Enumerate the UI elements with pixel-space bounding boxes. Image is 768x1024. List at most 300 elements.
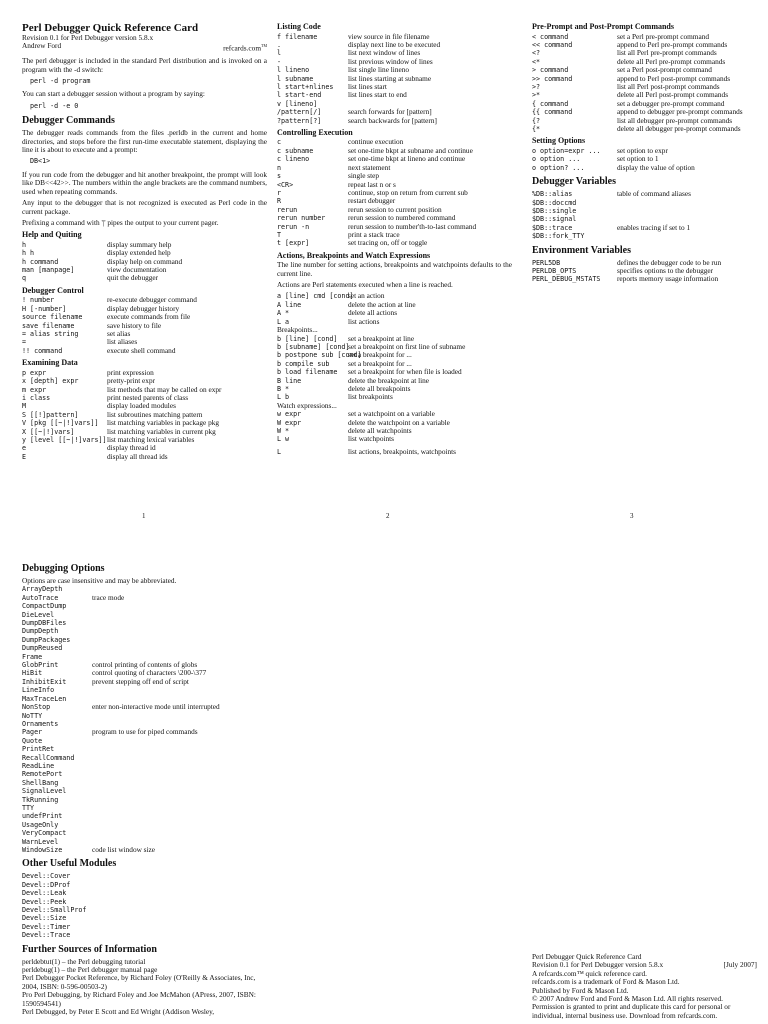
description: list matching lexical variables	[107, 434, 195, 444]
description	[92, 619, 267, 627]
table-row	[277, 155, 512, 163]
description: list all Perl post-prompt commands	[617, 81, 720, 91]
description: set one-time bkpt at subname and continue	[348, 145, 473, 155]
table-row	[22, 274, 267, 282]
command: B line	[277, 376, 302, 385]
description: display thread id	[107, 443, 156, 453]
description: display summary help	[107, 239, 172, 249]
section-title-debugging-options: Debugging Options	[22, 563, 105, 574]
site-logo: refcards.com™	[223, 43, 267, 53]
table-row	[22, 796, 267, 804]
description: control printing of contents of globs	[92, 660, 198, 670]
description: list previous window of lines	[348, 56, 433, 66]
list-item: Perl Debugged, by Peter E Scott and Ed Wright (Addison Wesley,	[22, 1007, 215, 1017]
table-row	[277, 117, 512, 125]
table-row	[532, 190, 757, 198]
watch-label: Watch expressions...	[277, 400, 337, 410]
description: prevent stepping off end of script	[92, 676, 189, 686]
command: l start-end	[277, 91, 322, 100]
description: set a breakpoint for ...	[348, 358, 412, 368]
description: append to Perl post-prompt commands	[617, 73, 731, 83]
table-row	[22, 712, 267, 720]
description: set an action	[348, 291, 385, 301]
table-row	[277, 385, 512, 393]
intro-code: perl -d program	[30, 77, 91, 86]
description: set option to 1	[617, 154, 659, 164]
command: {?	[532, 116, 541, 125]
command: man [manpage]	[22, 266, 75, 275]
list-item: perldebug(1) – the Perl debugger manual page	[22, 965, 158, 975]
description: delete the action at line	[348, 299, 416, 309]
description	[92, 712, 267, 720]
table-row	[22, 619, 267, 627]
table-row	[22, 703, 267, 711]
description	[92, 754, 267, 762]
table-row	[22, 846, 267, 854]
description: set a breakpoint for when file is loaded	[348, 367, 462, 377]
description: repeat last n or s	[348, 179, 396, 189]
command: TTY	[22, 803, 35, 812]
command: B *	[277, 384, 290, 393]
table-row	[532, 232, 757, 240]
command: VeryCompact	[22, 829, 67, 838]
prompt-code: DB<1>	[30, 157, 51, 166]
section-title-examining: Examining Data	[22, 358, 78, 368]
command: X [[~|!]vars]	[22, 427, 75, 436]
description: delete all actions	[348, 308, 398, 318]
command: << command	[532, 40, 573, 49]
table-row	[22, 594, 267, 602]
description: print expression	[107, 367, 154, 377]
command: WarnLevel	[22, 837, 59, 846]
table-row	[22, 779, 267, 787]
description: set alias	[107, 328, 131, 338]
command: a [line] cmd [cond]	[277, 292, 354, 301]
command: H [-number]	[22, 304, 67, 313]
list-item: Devel::Trace	[22, 931, 71, 940]
command: o option? ...	[532, 163, 585, 172]
command: ?pattern[?]	[277, 116, 322, 125]
command: $DB::trace	[532, 223, 573, 232]
command: n	[277, 163, 282, 172]
description: defines the debugger code to be run	[617, 257, 722, 267]
description	[92, 796, 267, 804]
page-number-1: 1	[142, 512, 146, 520]
command: W *	[277, 426, 290, 435]
list-item: Devel::SmallProf	[22, 906, 87, 915]
list-item: perldebtut(1) – the Perl debugging tutorial	[22, 956, 146, 966]
command: b load filename	[277, 368, 338, 377]
description: code list window size	[92, 845, 156, 854]
command: source filename	[22, 313, 83, 322]
table-row	[532, 224, 757, 232]
command: UsageOnly	[22, 820, 59, 829]
command: save filename	[22, 321, 75, 330]
command: >?	[532, 82, 541, 91]
description: set a debugger pre-prompt command	[617, 98, 725, 108]
description: delete all debugger pre-prompt commands	[617, 123, 741, 133]
description: append to Perl pre-prompt commands	[617, 39, 728, 49]
description: list all Perl pre-prompt commands	[617, 48, 717, 58]
description: delete all Perl pre-prompt commands	[617, 56, 726, 66]
command: .	[277, 40, 282, 49]
table-row	[277, 75, 512, 83]
description: delete the watchpoint on a variable	[348, 417, 450, 427]
description: restart debugger	[348, 196, 396, 206]
intro-code-2: perl -d -e 0	[30, 101, 79, 110]
description: specifies options to the debugger	[617, 265, 714, 275]
description: delete all breakpoints	[348, 383, 411, 393]
list-item: Perl Debugger Pocket Reference, by Richard Foley (O'Reilly & Associates, Inc, 2004, ISBN: 0-596-00503-2)	[22, 973, 256, 991]
table-row	[277, 164, 512, 172]
table-row	[22, 644, 267, 652]
table-row	[22, 678, 267, 686]
author-line	[22, 42, 267, 53]
command: x [depth] expr	[22, 377, 79, 386]
breakpoints-label: Breakpoints...	[277, 325, 318, 335]
section-title-listing: Listing Code	[277, 22, 321, 31]
description: single step	[348, 171, 380, 181]
section-title-debugger-variables: Debugger Variables	[532, 176, 616, 188]
command: > command	[532, 66, 569, 75]
table-row	[22, 787, 267, 795]
description: re-execute debugger command	[107, 295, 197, 305]
description	[92, 829, 267, 837]
execution-table	[277, 138, 512, 247]
section-title-prompt: Pre-Prompt and Post-Prompt Commands	[532, 22, 674, 31]
description: list matching variables in current pkg	[107, 426, 216, 436]
command: AutoTrace	[22, 593, 59, 602]
revision-line: Revision 0.1 for Perl Debugger version 5.8.x	[22, 33, 154, 42]
table-row	[22, 745, 267, 753]
command: s	[277, 172, 282, 181]
command: q	[22, 274, 27, 283]
command: =	[22, 338, 27, 347]
table-row	[22, 611, 267, 619]
command: R	[277, 197, 282, 206]
table-row	[532, 199, 757, 207]
description: list lines start	[348, 81, 387, 91]
dbvars-table	[532, 190, 757, 240]
description: display debugger history	[107, 303, 180, 313]
command: ShellBang	[22, 778, 59, 787]
command: rerun	[277, 205, 298, 214]
command: T	[277, 230, 282, 239]
command: PERL5DB	[532, 258, 561, 267]
command: E	[22, 452, 27, 461]
description: list aliases	[107, 337, 138, 347]
description: view source in file filename	[348, 31, 430, 41]
command: h h	[22, 249, 35, 258]
table-row	[532, 164, 757, 172]
table-row	[22, 728, 267, 736]
description: delete the breakpoint at line	[348, 375, 430, 385]
command: b [subname] [cond]	[277, 342, 350, 351]
command: { command	[532, 99, 569, 108]
command: m expr	[22, 385, 47, 394]
description: display the value of option	[617, 162, 695, 172]
list-item: Devel::Size	[22, 914, 67, 923]
description: list next window of lines	[348, 48, 421, 58]
command: < command	[532, 32, 569, 41]
command: V [pkg [[~|!]vars]]	[22, 419, 99, 428]
description: set a breakpoint on first line of subname	[348, 341, 466, 351]
column-4	[22, 563, 267, 1017]
description	[92, 762, 267, 770]
command: DumpPackages	[22, 635, 71, 644]
description: next statement	[348, 162, 391, 172]
command: WindowSize	[22, 846, 63, 854]
table-row	[22, 686, 267, 694]
section-title-sources: Further Sources of Information	[22, 943, 157, 955]
options-table	[22, 585, 267, 854]
command: InhibitExit	[22, 677, 67, 686]
description	[92, 821, 267, 829]
description	[92, 812, 267, 820]
command: PERLDB_OPTS	[532, 266, 577, 275]
command: t [expr]	[277, 239, 310, 248]
setting-table	[532, 147, 757, 172]
description: list single line lineno	[348, 65, 410, 75]
command: >*	[532, 91, 541, 100]
description: display extended help	[107, 248, 171, 258]
description	[92, 644, 267, 652]
description: list actions, breakpoints, watchpoints	[348, 446, 457, 456]
description	[92, 779, 267, 787]
command: L b	[277, 393, 290, 402]
command: TkRunning	[22, 795, 59, 804]
list-item: Devel::DProf	[22, 880, 71, 889]
command: SignalLevel	[22, 787, 67, 796]
command: HiBit	[22, 669, 43, 678]
table-row	[22, 829, 267, 837]
description: set option to expr	[617, 145, 668, 155]
command: PrintRet	[22, 745, 55, 754]
command: W expr	[277, 418, 302, 427]
command: $DB::single	[532, 206, 577, 215]
command: {{ command	[532, 108, 573, 117]
command: rerun number	[277, 214, 326, 223]
description: table of command aliases	[617, 189, 691, 199]
table-row	[22, 770, 267, 778]
description: view documentation	[107, 265, 167, 275]
table-row	[22, 737, 267, 745]
actions-paragraph-2: Actions are Perl statements executed when a line is reached.	[277, 280, 453, 290]
table-row	[277, 309, 512, 317]
command: GlobPrint	[22, 661, 59, 670]
table-row	[532, 207, 757, 215]
description	[92, 770, 267, 778]
actions-table	[277, 292, 512, 326]
command: i class	[22, 393, 51, 402]
command: o option ...	[532, 155, 581, 164]
description: list lines start to end	[348, 90, 407, 100]
command: %DB::alias	[532, 190, 573, 199]
description: rerun session to number'th-to-last command	[348, 221, 477, 231]
command: RecallCommand	[22, 753, 75, 762]
description	[617, 207, 757, 215]
description: save history to file	[107, 320, 162, 330]
colophon-line: A refcards.com™ quick reference card.	[532, 968, 647, 978]
command: c subname	[277, 146, 314, 155]
command: c	[277, 138, 282, 147]
description: execute commands from file	[107, 312, 191, 322]
command: L a	[277, 317, 290, 326]
description: display loaded modules	[107, 401, 176, 411]
command: $DB::fork_TTY	[532, 232, 585, 241]
command: DieLevel	[22, 610, 55, 619]
control-table	[22, 296, 267, 355]
options-intro: Options are case insensitive and may be abbreviated.	[22, 576, 177, 585]
section-title-environment-variables: Environment Variables	[532, 244, 631, 256]
table-row	[22, 602, 267, 610]
description: set tracing on, off or toggle	[348, 238, 428, 248]
command: !! command	[22, 346, 63, 355]
description	[617, 199, 757, 207]
description: list breakpoints	[348, 392, 393, 402]
command: DumpDepth	[22, 627, 59, 636]
colophon-revision: Revision 0.1 for Perl Debugger version 5.8.x	[532, 960, 664, 970]
table-row	[22, 627, 267, 635]
description: display help on command	[107, 256, 183, 266]
watch-table	[277, 410, 512, 444]
table-row	[277, 435, 512, 443]
column-3	[532, 22, 757, 284]
list-item: Pro Perl Debugging, by Richard Foley and Joe McMahon (APress, 2007, ISBN: 1590594541)	[22, 990, 256, 1008]
command: M	[22, 402, 27, 411]
colophon-title: Perl Debugger Quick Reference Card	[532, 952, 642, 961]
colophon-line: Permission is granted to print and duplicate this card for personal or individual, internal business use. Download from refcards.com.	[532, 1002, 731, 1020]
page-number-2: 2	[386, 512, 390, 520]
command: b [line] [cond]	[277, 334, 338, 343]
sources-list	[22, 958, 267, 1017]
description: display all thread ids	[107, 451, 168, 461]
colophon-line: Published by Ford & Mason Ltd.	[532, 985, 629, 995]
table-row	[277, 91, 512, 99]
prompt-table	[532, 33, 757, 134]
command: l lineno	[277, 66, 310, 75]
description: quit the debugger	[107, 273, 159, 283]
command: c lineno	[277, 155, 310, 164]
section-title-execution: Controlling Execution	[277, 127, 353, 137]
description	[92, 787, 267, 795]
command: v [lineno]	[277, 99, 318, 108]
listing-table	[277, 33, 512, 125]
list-item: Devel::Leak	[22, 889, 67, 898]
table-row	[22, 347, 267, 355]
command: A line	[277, 300, 302, 309]
colophon-date: [July 2007]	[723, 960, 757, 970]
list-item: Devel::Timer	[22, 922, 71, 931]
breakpoints-table	[277, 335, 512, 402]
command: ReadLine	[22, 761, 55, 770]
command: {*	[532, 124, 541, 133]
command: CompactDump	[22, 602, 67, 611]
command: = alias string	[22, 329, 79, 338]
debugger-commands-paragraph-4: Prefixing a command with '|' pipes the output to your current pager.	[22, 217, 219, 227]
command: $DB::signal	[532, 215, 577, 224]
section-title-modules: Other Useful Modules	[22, 858, 117, 870]
command: $DB::doccmd	[532, 198, 577, 207]
debugger-commands-paragraph-2: If you run code from the debugger and hit another breakpoint, the prompt will look like DB<<42>>. The numbers within the angle brackets are the command numbers, used when repeating commands.	[22, 169, 267, 196]
column-2	[277, 22, 512, 456]
description: continue, stop on return from current sub	[348, 187, 468, 197]
description	[92, 636, 267, 644]
description: set a Perl post-prompt command	[617, 65, 712, 75]
list-all-row	[277, 448, 512, 456]
command: h	[22, 240, 27, 249]
intro-paragraph-2: You can start a debugger session without a program by saying:	[22, 89, 205, 99]
table-row	[22, 821, 267, 829]
command: L w	[277, 435, 290, 444]
command: NonStop	[22, 703, 51, 712]
command: o option=expr ...	[532, 146, 601, 155]
command: Quote	[22, 736, 43, 745]
command: r	[277, 188, 282, 197]
description: list methods that may be called on expr	[107, 384, 222, 394]
description: delete all watchpoints	[348, 425, 412, 435]
section-title-control: Debugger Control	[22, 285, 84, 295]
section-title-actions: Actions, Breakpoints and Watch Expressions	[277, 250, 431, 260]
command: Pager	[22, 728, 43, 737]
description	[92, 602, 267, 610]
description: set a watchpoint on a variable	[348, 409, 435, 419]
description: append to debugger pre-prompt commands	[617, 107, 743, 117]
description	[92, 627, 267, 635]
section-title-setting-options: Setting Options	[532, 136, 586, 146]
description: rerun session to current position	[348, 204, 442, 214]
description: enables tracing if set to 1	[617, 222, 691, 232]
description	[92, 737, 267, 745]
command: Ornaments	[22, 719, 59, 728]
examining-table	[22, 369, 267, 461]
table-row	[22, 754, 267, 762]
description: set a breakpoint at line	[348, 333, 415, 343]
envvars-table	[532, 259, 757, 284]
description: list all debugger pre-prompt commands	[617, 115, 733, 125]
command: /pattern[/]	[277, 108, 322, 117]
command: rerun -n	[277, 222, 310, 231]
description: list actions	[348, 316, 380, 326]
description: print a stack trace	[348, 229, 400, 239]
colophon	[532, 953, 757, 1020]
description	[92, 745, 267, 753]
command: h command	[22, 257, 59, 266]
command: <*	[532, 57, 541, 66]
description: continue execution	[348, 137, 404, 147]
description: search backwards for [pattern]	[348, 115, 437, 125]
command: DumpReused	[22, 644, 63, 653]
section-title-debugger-commands: Debugger Commands	[22, 115, 115, 127]
column-1	[22, 22, 267, 461]
command: ArrayDepth	[22, 585, 63, 594]
author: Andrew Ford	[22, 41, 62, 51]
description: pretty-print expr	[107, 376, 156, 386]
card-title: Perl Debugger Quick Reference Card	[22, 22, 199, 34]
description: trace mode	[92, 592, 125, 602]
description: set a Perl pre-prompt command	[617, 31, 709, 41]
command: -	[277, 57, 282, 66]
command: DumpDBFiles	[22, 619, 67, 628]
description: set a breakpoint for ...	[348, 350, 412, 360]
command: MaxTraceLen	[22, 694, 67, 703]
list-item: Devel::Cover	[22, 872, 71, 881]
command: w expr	[277, 410, 302, 419]
description: display next line to be executed	[348, 39, 441, 49]
command: <?	[532, 49, 541, 58]
description: program to use for piped commands	[92, 727, 198, 737]
table-row	[22, 804, 267, 812]
